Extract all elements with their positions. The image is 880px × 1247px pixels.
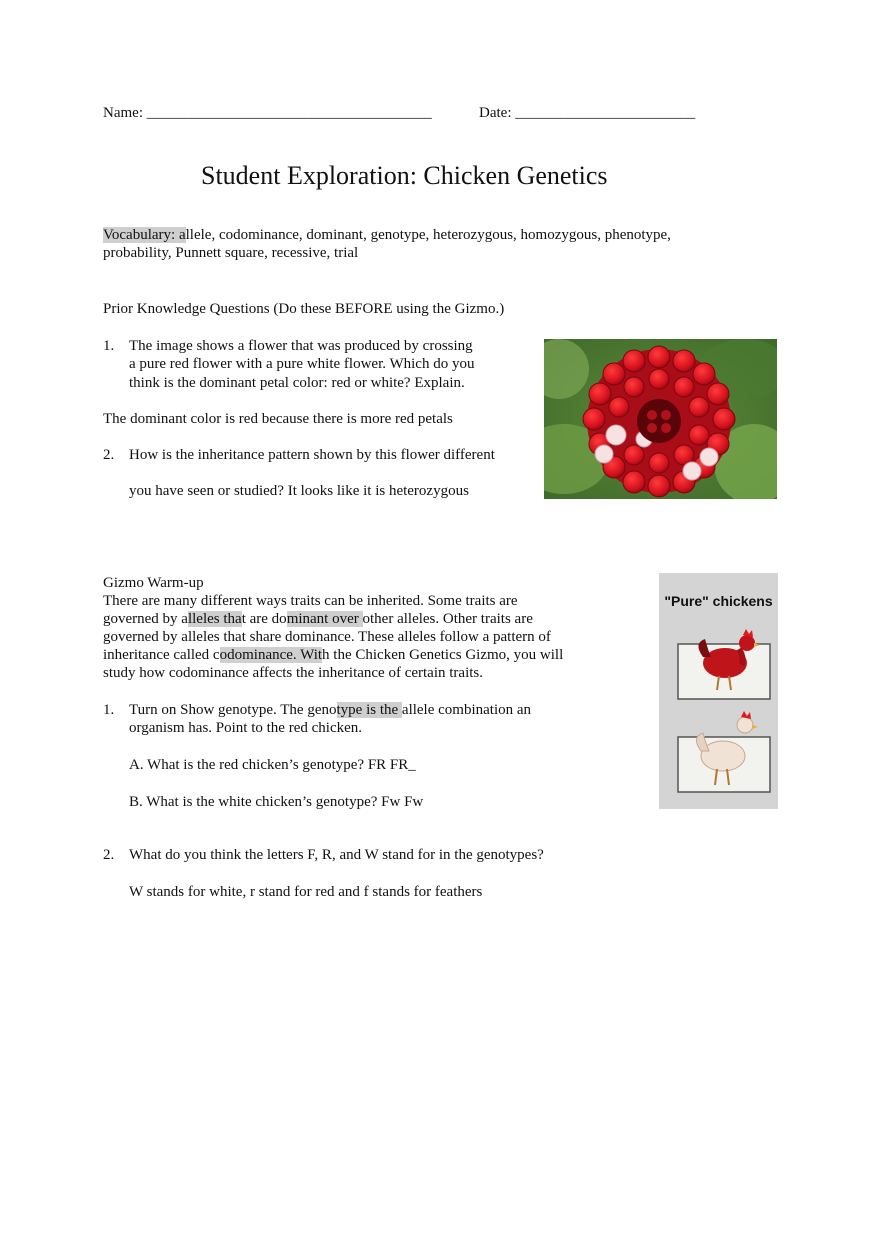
highlight: minant over <box>286 611 363 627</box>
warmup-paragraph-line: study how codominance affects the inheritance of certain traits. <box>103 665 483 681</box>
answer-text: W stands for white, r stand for red and f stands for feathers <box>129 884 483 900</box>
vocabulary-line-2: probability, Punnett square, recessive, trial <box>103 245 359 261</box>
highlight: lleles tha <box>187 611 242 627</box>
sub-question-b: B. What is the white chicken’s genotype? Fw Fw <box>129 794 424 810</box>
question-number: 1. <box>103 702 115 718</box>
highlight: odominance. Wit <box>219 647 323 663</box>
page-title: Student Exploration: Chicken Genetics <box>201 161 608 190</box>
question-number: 2. <box>103 447 115 463</box>
question-number: 2. <box>103 847 115 863</box>
prior-knowledge-heading: Prior Knowledge Questions (Do these BEFORE using the Gizmo.) <box>103 301 505 317</box>
dahlia-flower-image <box>544 339 777 499</box>
warmup-paragraph-line: governed by alleles that share dominance. These alleles follow a pattern of <box>103 629 551 645</box>
highlight: type is the <box>336 702 402 718</box>
date-field-label: Date: ________________________ <box>479 105 696 121</box>
question-text: a pure red flower with a pure white flower. Which do you <box>129 356 475 372</box>
vocabulary-label: Vocabulary: a <box>103 227 186 243</box>
question-text: How is the inheritance pattern shown by this flower different <box>129 447 495 463</box>
warmup-paragraph-line: There are many different ways traits can be inherited. Some traits are <box>103 593 518 609</box>
question-text: organism has. Point to the red chicken. <box>129 720 363 736</box>
question-text: Turn on Show genotype. The genotype is the allele combination an <box>129 702 532 718</box>
answer-text: you have seen or studied? It looks like it is heterozygous <box>129 483 469 499</box>
question-text: The image shows a flower that was produced by crossing <box>129 338 473 354</box>
answer-text: The dominant color is red because there is more red petals <box>103 411 453 427</box>
vocabulary-terms: llele, codominance, dominant, genotype, heterozygous, homozygous, phenotype, <box>185 227 671 243</box>
question-number: 1. <box>103 338 115 354</box>
question-text: What do you think the letters F, R, and W stand for in the genotypes? <box>129 847 544 863</box>
name-field-label: Name: ______________________________________ <box>103 105 432 121</box>
sub-question-a: A. What is the red chicken’s genotype? FR FR_ <box>129 757 416 773</box>
warmup-paragraph-line: governed by alleles that are dominant over other alleles. Other traits are <box>103 611 533 627</box>
vocabulary-line-1 <box>103 226 671 245</box>
pure-chickens-image <box>659 573 778 809</box>
warmup-paragraph-line: inheritance called codominance. With the Chicken Genetics Gizmo, you will <box>103 647 564 663</box>
chicken-panel-title: "Pure" chickens <box>664 593 773 609</box>
warmup-heading: Gizmo Warm-up <box>103 575 204 591</box>
question-text: think is the dominant petal color: red or white? Explain. <box>129 375 465 391</box>
chicken-illustrations <box>659 613 778 809</box>
